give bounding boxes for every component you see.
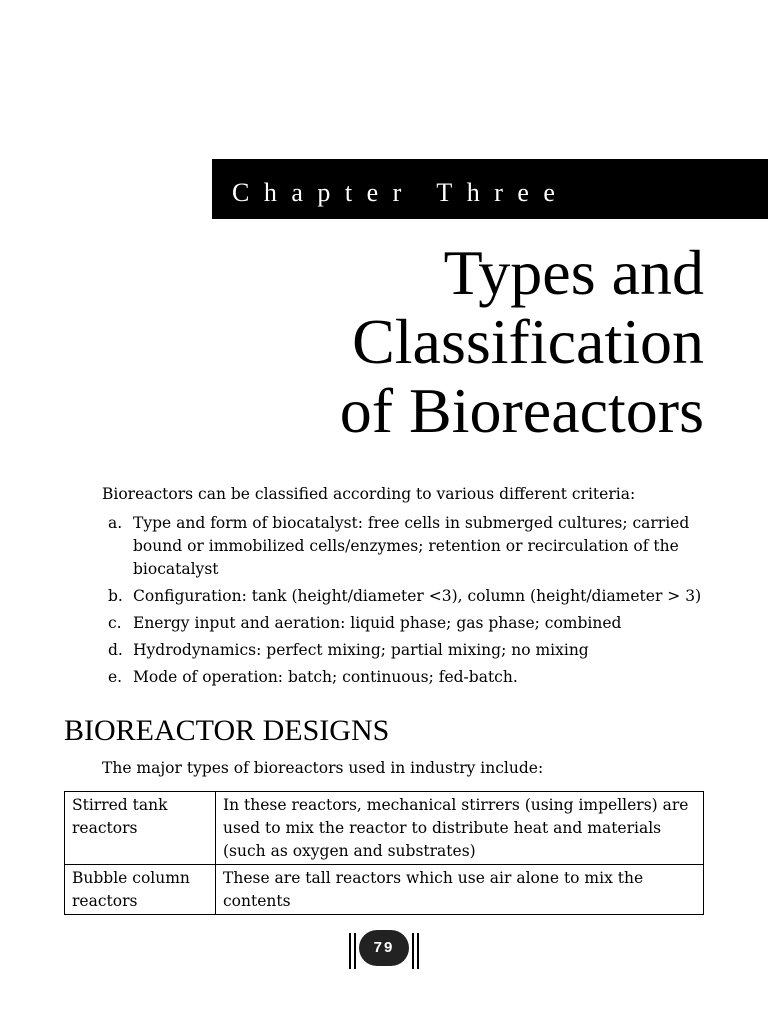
chapter-title-line: Types and <box>443 237 704 308</box>
list-marker: c. <box>108 614 122 632</box>
chapter-title-line: Classification <box>352 306 704 377</box>
page-number-bar <box>349 933 351 969</box>
reactor-description-cell: In these reactors, mechanical stirrers (using impellers) are used to mix the reactor to distribute heat and materials (such as oxygen and substrates) <box>216 792 704 865</box>
page-number: 79 <box>359 930 409 966</box>
list-marker: e. <box>108 668 123 686</box>
chapter-title-line: of Bioreactors <box>339 375 704 446</box>
page-number-badge <box>349 929 419 971</box>
list-item-text: Mode of operation: batch; continuous; fed-batch. <box>133 668 518 686</box>
page-number-bar <box>354 933 356 969</box>
table-row <box>65 792 704 865</box>
chapter-label: Chapter Three <box>232 178 570 207</box>
list-item <box>108 666 708 689</box>
list-item-text: Hydrodynamics: perfect mixing; partial mixing; no mixing <box>133 641 589 659</box>
list-item-text: Energy input and aeration: liquid phase; gas phase; combined <box>133 614 622 632</box>
section-intro: The major types of bioreactors used in industry include: <box>102 759 544 777</box>
reactor-description-cell: These are tall reactors which use air alone to mix the contents <box>216 865 704 915</box>
list-item <box>108 612 708 635</box>
table-row <box>65 865 704 915</box>
list-item-text: Configuration: tank (height/diameter <3), column (height/diameter > 3) <box>133 587 702 605</box>
reactor-name-cell: Bubble column reactors <box>65 865 216 915</box>
list-item-text: Type and form of biocatalyst: free cells in submerged cultures; carried bound or immobilized cells/enzymes; retention or recirculation of the biocatalyst <box>133 514 690 578</box>
reactor-name-cell: Stirred tank reactors <box>65 792 216 865</box>
section-heading: BIOREACTOR DESIGNS <box>64 714 390 747</box>
list-item <box>108 512 708 581</box>
list-marker: b. <box>108 587 123 605</box>
chapter-title <box>340 238 704 445</box>
list-marker: d. <box>108 641 123 659</box>
page-number-bar <box>412 933 414 969</box>
intro-paragraph: Bioreactors can be classified according to various different criteria: <box>102 485 636 503</box>
list-item <box>108 585 708 608</box>
list-item <box>108 639 708 662</box>
list-marker: a. <box>108 514 123 532</box>
criteria-list <box>108 512 708 693</box>
page-number-bar <box>417 933 419 969</box>
reactor-types-table <box>64 791 704 915</box>
